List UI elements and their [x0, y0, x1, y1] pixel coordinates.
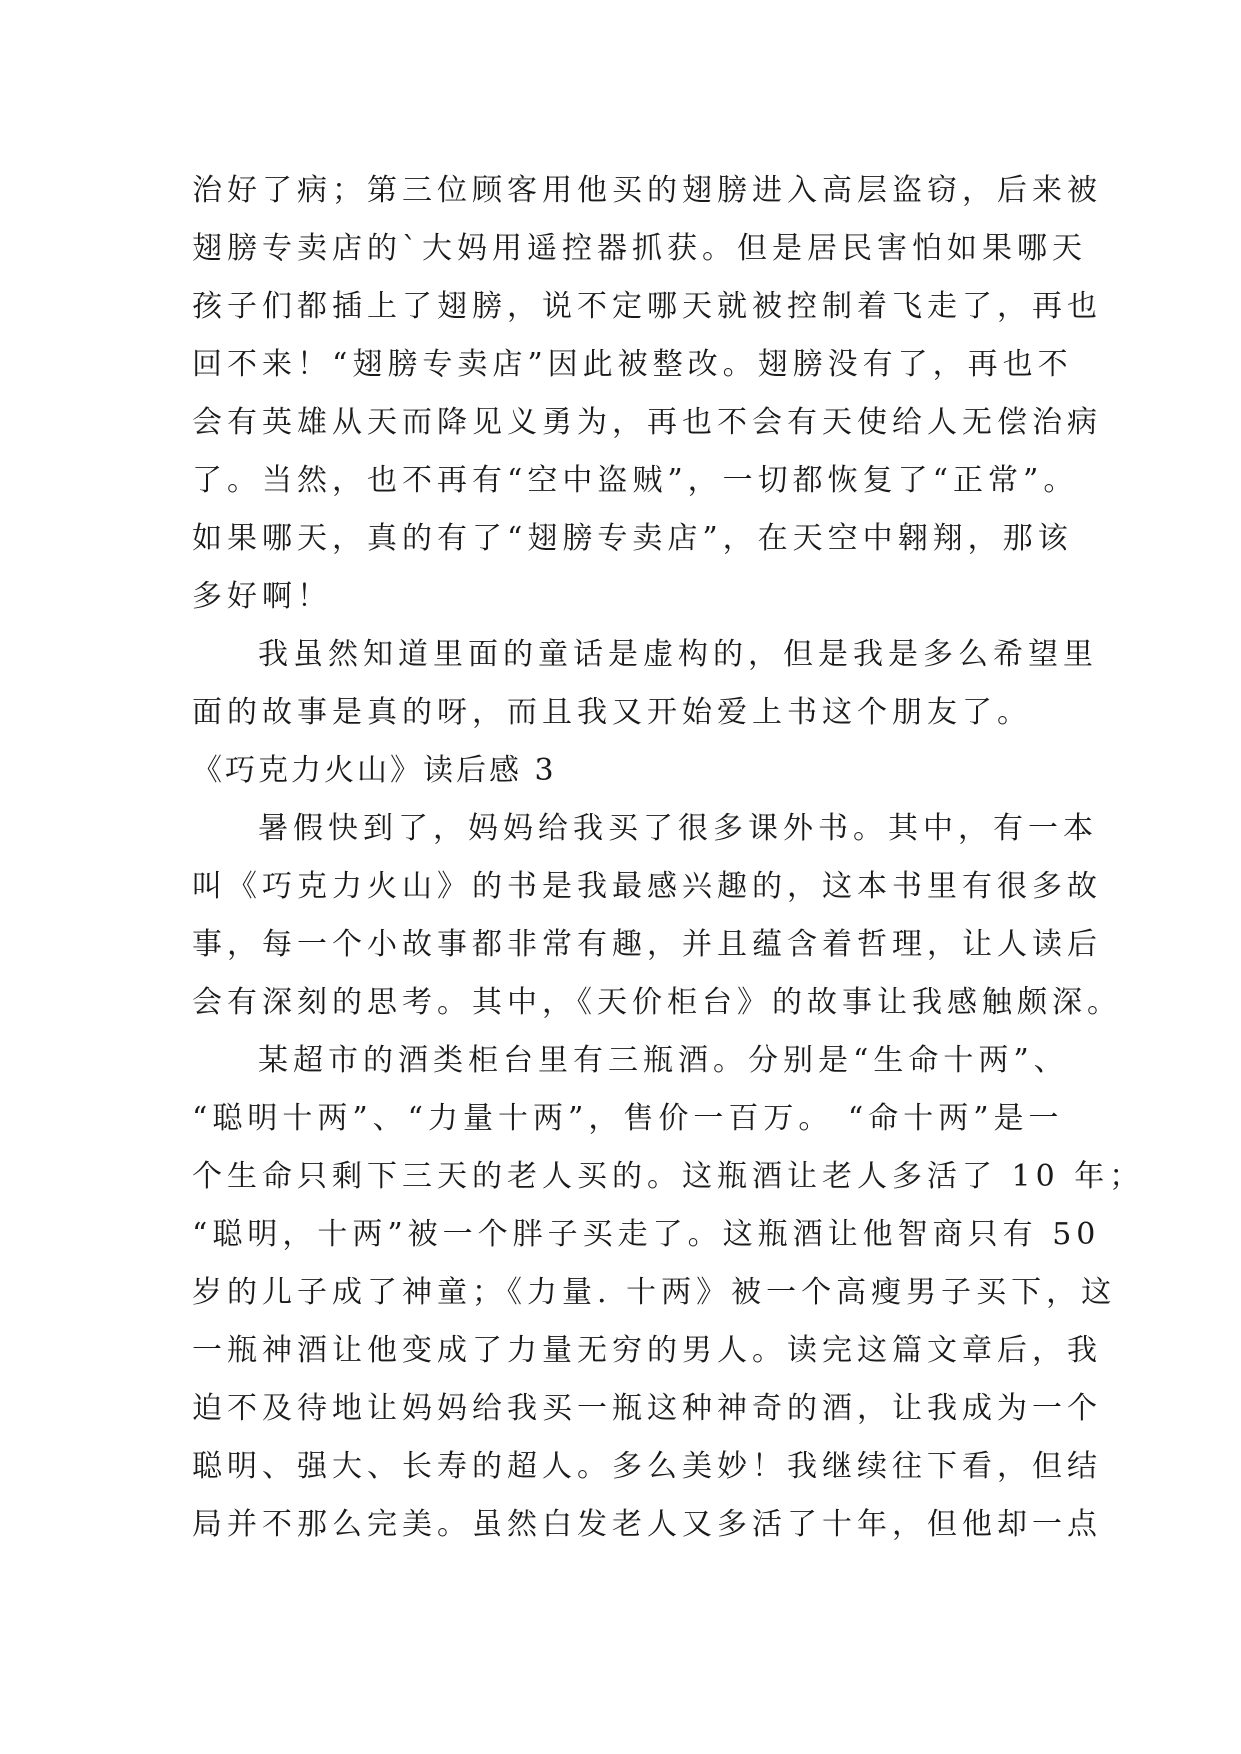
text-line: 岁的儿子成了神童；《力量. 十两》被一个高瘦男子买下，这 — [192, 1275, 1117, 1310]
body-text — [192, 162, 1145, 1554]
text-line: 我虽然知道里面的童话是虚构的，但是我是多么希望里 — [258, 637, 1098, 672]
text-line: 翅膀专卖店的`大妈用遥控器抓获。但是居民害怕如果哪天 — [192, 231, 1087, 266]
text-line: 局并不那么完美。虽然白发老人又多活了十年，但他却一点 — [192, 1507, 1102, 1542]
section-heading: 《巧克力火山》读后感 3 — [192, 753, 557, 788]
text-line: 叫《巧克力火山》的书是我最感兴趣的，这本书里有很多故 — [192, 869, 1102, 904]
text-line: 了。当然，也不再有“空中盗贼”，一切都恢复了“正常”。 — [192, 463, 1079, 498]
text-line: 如果哪天，真的有了“翅膀专卖店”，在天空中翱翔，那该 — [192, 521, 1073, 556]
text-line: “聪明，十两”被一个胖子买走了。这瓶酒让他智商只有 50 — [192, 1217, 1101, 1252]
text-line: 治好了病；第三位顾客用他买的翅膀进入高层盗窃，后来被 — [192, 173, 1102, 208]
text-line: 一瓶神酒让他变成了力量无穷的男人。读完这篇文章后，我 — [192, 1333, 1102, 1368]
text-line: 会有英雄从天而降见义勇为，再也不会有天使给人无偿治病 — [192, 405, 1102, 440]
text-line: 暑假快到了，妈妈给我买了很多课外书。其中，有一本 — [258, 811, 1098, 846]
text-line: 多好啊！ — [192, 579, 332, 614]
text-line: 面的故事是真的呀，而且我又开始爱上书这个朋友了。 — [192, 695, 1032, 730]
text-line: “聪明十两”、“力量十两”，售价一百万。 “命十两”是一 — [192, 1101, 1064, 1136]
text-line: 事，每一个小故事都非常有趣，并且蕴含着哲理，让人读后 — [192, 927, 1102, 962]
text-line: 个生命只剩下三天的老人买的。这瓶酒让老人多活了 10 年； — [192, 1159, 1145, 1194]
text-line: 会有深刻的思考。其中，《天价柜台》的故事让我感触颇深。 — [192, 985, 1122, 1020]
text-line: 聪明、强大、长寿的超人。多么美妙！我继续往下看，但结 — [192, 1449, 1102, 1484]
text-line: 孩子们都插上了翅膀，说不定哪天就被控制着飞走了，再也 — [192, 289, 1102, 324]
text-line: 回不来！“翅膀专卖店”因此被整改。翅膀没有了，再也不 — [192, 347, 1073, 382]
text-line: 某超市的酒类柜台里有三瓶酒。分别是“生命十两”、 — [258, 1043, 1069, 1078]
text-line: 迫不及待地让妈妈给我买一瓶这种神奇的酒，让我成为一个 — [192, 1391, 1102, 1426]
